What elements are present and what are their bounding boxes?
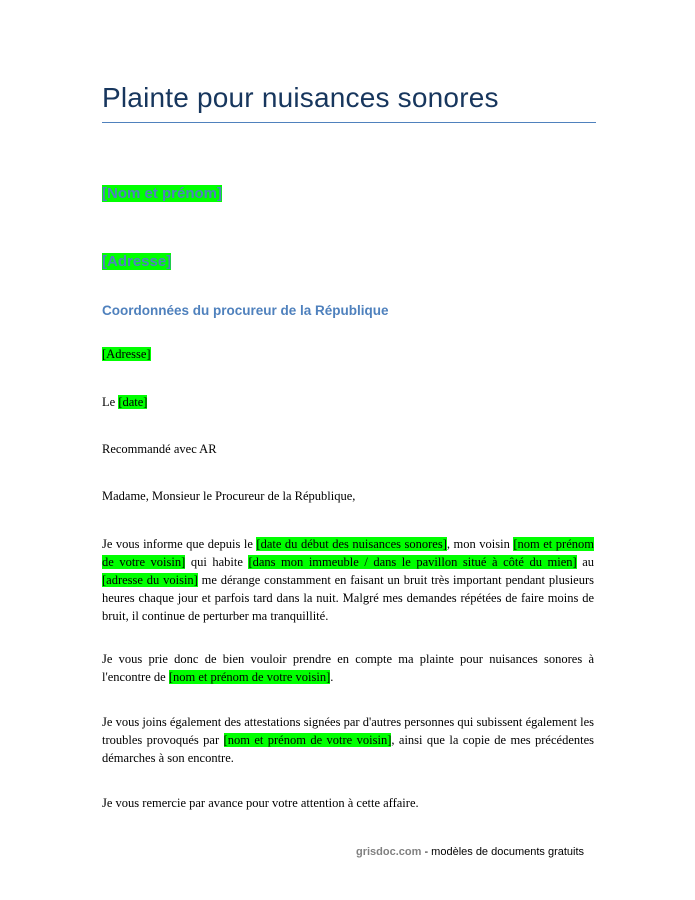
start-date-placeholder: [date du début des nuisances sonores] <box>256 537 447 551</box>
delivery-mode: Recommandé avec AR <box>102 442 217 456</box>
footer <box>356 846 584 858</box>
paragraph-1-text-5: me dérange constamment en faisant un bruit très important pendant plusieurs heures chaque jour et parfois tard dans la nuit. Malgré mes demandes répétées de faire moins de bruit, il continue de perturber ma tranquillité. <box>102 573 594 623</box>
paragraph-3-text-1: Je vous joins également des attestations signées par d'autres personnes qui subissent également les troubles provoqués par <box>102 715 594 747</box>
date-line <box>102 393 147 411</box>
paragraph-2-text-1: Je vous prie donc de bien vouloir prendre en compte ma plainte pour nuisances sonores à l'encontre de <box>102 652 594 684</box>
paragraph-4: Je vous remercie par avance pour votre attention à cette affaire. <box>102 796 419 810</box>
recipient-address-placeholder: [Adresse] <box>102 347 151 361</box>
paragraph-1-text-4: au <box>576 555 594 569</box>
paragraph-1-text-3: qui habite <box>185 555 249 569</box>
neighbor-name-placeholder: [nom et prénom de votre voisin] <box>223 733 392 747</box>
footer-tagline: - modèles de documents gratuits <box>421 846 585 858</box>
neighbor-name-placeholder: [nom et prénom de votre voisin] <box>102 537 594 569</box>
footer-site-link[interactable]: grisdoc.com <box>356 846 422 858</box>
paragraph-2 <box>102 650 594 686</box>
paragraph-3-text-2: , ainsi que la copie de mes précédentes démarches à son encontre. <box>102 733 594 765</box>
recipient-address-field <box>102 345 151 363</box>
neighbor-name-placeholder: [nom et prénom de votre voisin] <box>168 670 331 684</box>
paragraph-3 <box>102 713 594 767</box>
document-title: Plainte pour nuisances sonores <box>102 82 499 113</box>
date-prefix: Le <box>102 395 116 409</box>
sender-address-placeholder: [Adresse] <box>102 253 172 270</box>
neighbor-address-placeholder: [adresse du voisin] <box>102 573 198 587</box>
sender-address-field <box>102 253 171 270</box>
paragraph-1-text-2: , mon voisin <box>446 537 514 551</box>
neighbor-location-placeholder: [dans mon immeuble / dans le pavillon situé à côté du mien] <box>248 555 577 569</box>
recipient-heading: Coordonnées du procureur de la République <box>102 303 389 318</box>
title-underline <box>102 122 596 123</box>
salutation: Madame, Monsieur le Procureur de la République, <box>102 489 356 503</box>
date-placeholder: [date] <box>118 395 148 409</box>
sender-name-placeholder: [Nom et prénom] <box>102 185 222 202</box>
sender-name-field <box>102 185 222 202</box>
paragraph-2-text-2: . <box>330 670 334 684</box>
paragraph-1 <box>102 535 594 625</box>
paragraph-1-text-1: Je vous informe que depuis le <box>102 537 257 551</box>
